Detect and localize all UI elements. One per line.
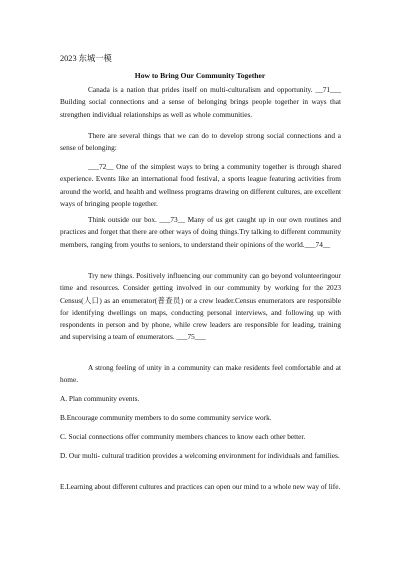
option-a: A. Plan community events. [60, 394, 140, 403]
option-c: C. Social connections offer community members chances to know each other better. [60, 432, 306, 441]
paragraph-unity: A strong feeling of unity in a community can make residents feel comfortable and at home. [60, 363, 341, 385]
option-b: B.Encourage community members to do some community service work. [60, 413, 272, 422]
exam-header: 2023 东城一模 [60, 54, 112, 63]
option-e: E.Learning about different cultures and practices can open our mind to a whole new way of life. [60, 482, 341, 491]
option-d: D. Our multi- cultural tradition provides a welcoming environment for individuals and families. [60, 451, 340, 460]
paragraph-ways: There are several things that we can do to develop strong social connections and a sense of belonging: [60, 131, 341, 153]
paragraph-outside-box: Think outside our box. ___73__ Many of us get caught up in our own routines and practices and forget that there are other ways of doing things.Try talking to different community members, ranging from youths to seniors, to understand their opinions of the world.___74__ [60, 215, 341, 249]
paragraph-intro: Canada is a nation that prides itself on multi-culturalism and opportunity. __71___ Building social connections and a sense of belonging brings people together in ways that strengthen individual relationships as well as whole communities. [60, 85, 341, 119]
paragraph-try-new-things: Try new things. Positively influencing our community can go beyond volunteeringour time and resources. Consider getting involved in our community by working for the 2023 Census(人口) as an enumerator(普查员) or a crew leader.Census enumerators are responsible for identifying dwellings on maps, conducting personal interviews, and following up with respondents in person and by phone, while crew leaders are responsible for leading, training and supervising a team of enumerators. ___75___ [60, 271, 341, 342]
paragraph-events: ___72__ One of the simplest ways to bring a community together is through shared experience. Events like an international food festival, a sports league featuring activities from around the world, and health and wellness programs drawing on different cultures, are excellent ways of bringing people together. [60, 162, 341, 208]
passage-title: How to Bring Our Community Together [134, 71, 266, 80]
